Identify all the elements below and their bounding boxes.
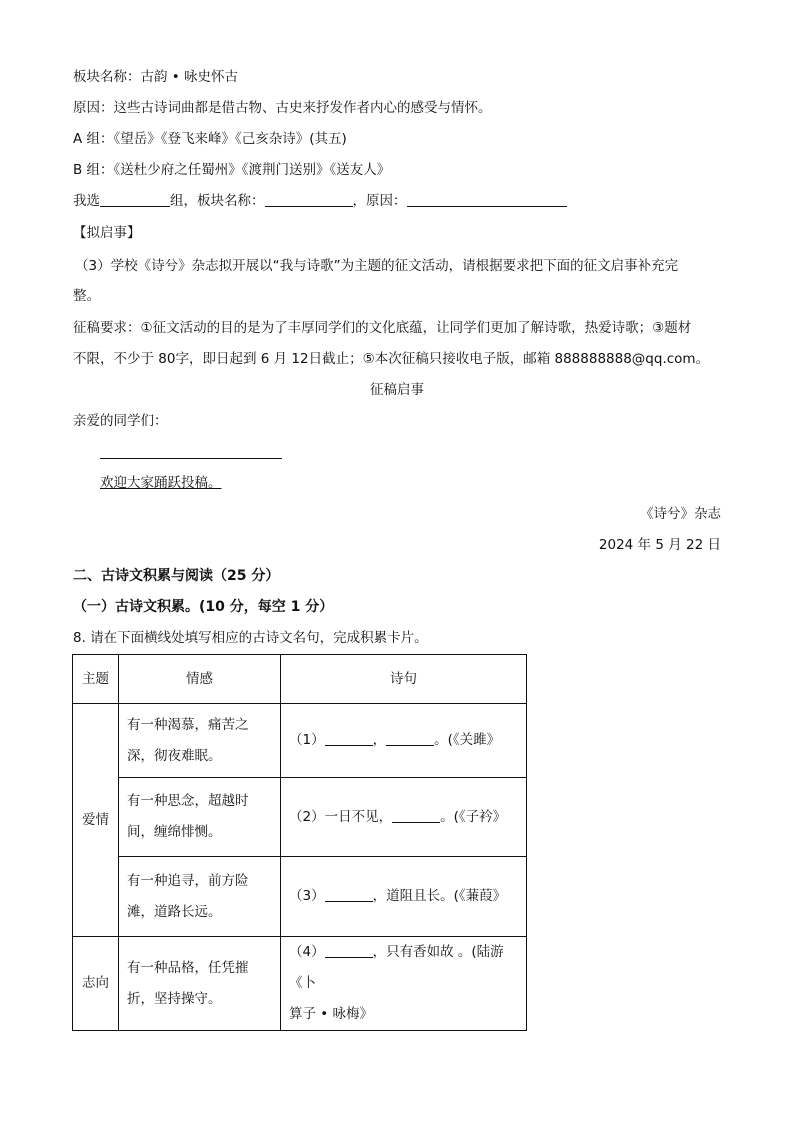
- verse-cell: [281, 778, 527, 857]
- emotion-line: 滩，道路长远。: [127, 903, 222, 920]
- signature: 《诗兮》杂志: [640, 506, 721, 522]
- reason-blank[interactable]: [407, 192, 567, 207]
- emotion-line: 有一种渴慕，痛苦之: [127, 716, 249, 733]
- table-row: [73, 778, 527, 857]
- verse-cell: [281, 857, 527, 937]
- verse-blank[interactable]: [325, 887, 373, 902]
- verse-text: 。(《关雎》: [434, 732, 501, 748]
- choose-line: [73, 191, 567, 211]
- emotion-line: 间，缠绵悱恻。: [127, 824, 222, 840]
- verse-cell: [281, 704, 527, 778]
- verse-text: ，道阻且长。(《蒹葭》: [372, 888, 507, 904]
- table-row: [73, 704, 527, 778]
- emotion-cell: [119, 704, 281, 778]
- verse-text: ，只有香如故 。(陆游《卜: [289, 944, 504, 991]
- plate-name-blank[interactable]: [265, 192, 353, 207]
- verse-line: [289, 937, 518, 999]
- table-row: [73, 937, 527, 1031]
- notice-title: 征稿启事: [370, 382, 424, 398]
- reason-line: 原因：这些古诗词曲都是借古物、古史来抒发作者内心的感受与情怀。: [73, 100, 492, 116]
- welcome-line: 欢迎大家踊跃投稿。: [100, 475, 222, 491]
- requirements-line-1: 征稿要求：①征文活动的目的是为了丰厚同学们的文化底蕴，让同学们更加了解诗歌，热爱诗歌；③题材: [73, 320, 692, 336]
- verse-blank[interactable]: [392, 808, 440, 823]
- header-verse: 诗句: [281, 655, 527, 704]
- verse-text: ，: [372, 732, 387, 748]
- emotion-cell: [119, 937, 281, 1031]
- emotion-line: 深，彻夜难眠。: [127, 747, 222, 764]
- part2-subheading: （一）古诗文积累。(10 分，每空 1 分）: [73, 599, 334, 615]
- emotion-line: 有一种品格，任凭摧: [127, 959, 249, 976]
- emotion-line: 有一种追寻，前方险: [127, 872, 249, 889]
- q3-line-2: 整。: [73, 288, 100, 304]
- verse-blank[interactable]: [386, 731, 434, 746]
- table-header-row: [73, 655, 527, 704]
- header-theme: 主题: [73, 655, 119, 704]
- choose-reason: ，原因：: [352, 193, 407, 209]
- date: 2024 年 5 月 22 日: [598, 537, 721, 553]
- requirements-line-2: 不限，不少于 80字，即日起到 6 月 12日截止；⑤本次征稿只接收电子版，邮箱 888888888@qq.com。: [73, 351, 710, 367]
- verse-cell: [281, 937, 527, 1031]
- q8-prompt: 8. 请在下面横线处填写相应的古诗文名句，完成积累卡片。: [73, 630, 428, 646]
- verse-blank[interactable]: [325, 943, 373, 958]
- choose-prefix: 我选: [73, 193, 100, 209]
- greeting: 亲爱的同学们：: [73, 413, 168, 429]
- header-emotion: 情感: [119, 655, 281, 704]
- notice-heading: 【拟启事】: [73, 225, 141, 241]
- verse-text: 。(《子衿》: [440, 808, 507, 825]
- accumulation-card-table: [72, 654, 527, 1031]
- group-a-line: A 组：《望岳》《登飞来峰》《己亥杂诗》(其五): [73, 131, 347, 147]
- verse-blank[interactable]: [325, 731, 373, 746]
- emotion-cell: [119, 778, 281, 857]
- verse-text: （2）一日不见，: [289, 808, 393, 825]
- theme-aspiration: 志向: [73, 937, 119, 1031]
- emotion-line: 有一种思念，超越时: [127, 793, 249, 809]
- choose-mid: 组，板块名称：: [170, 193, 265, 209]
- emotion-cell: [119, 857, 281, 937]
- emotion-line: 折，坚持操守。: [127, 990, 222, 1007]
- group-blank[interactable]: [100, 192, 170, 207]
- q3-line-1: （3）学校《诗兮》杂志拟开展以“我与诗歌”为主题的征文活动，请根据要求把下面的征文启事补充完: [75, 258, 679, 274]
- plate-line: 板块名称：古韵 • 咏史怀古: [73, 69, 239, 85]
- verse-text: （4）: [289, 944, 325, 960]
- table-row: [73, 857, 527, 937]
- verse-text: （3）: [289, 888, 325, 904]
- theme-love: 爱情: [73, 704, 119, 937]
- group-b-line: B 组：《送杜少府之任蜀州》《渡荆门送别》《送友人》: [73, 162, 391, 178]
- verse-line: 算子 • 咏梅》: [289, 1006, 374, 1022]
- verse-text: （1）: [289, 732, 325, 748]
- notice-body-blank[interactable]: [100, 458, 282, 459]
- part2-heading: 二、古诗文积累与阅读（25 分）: [73, 568, 280, 584]
